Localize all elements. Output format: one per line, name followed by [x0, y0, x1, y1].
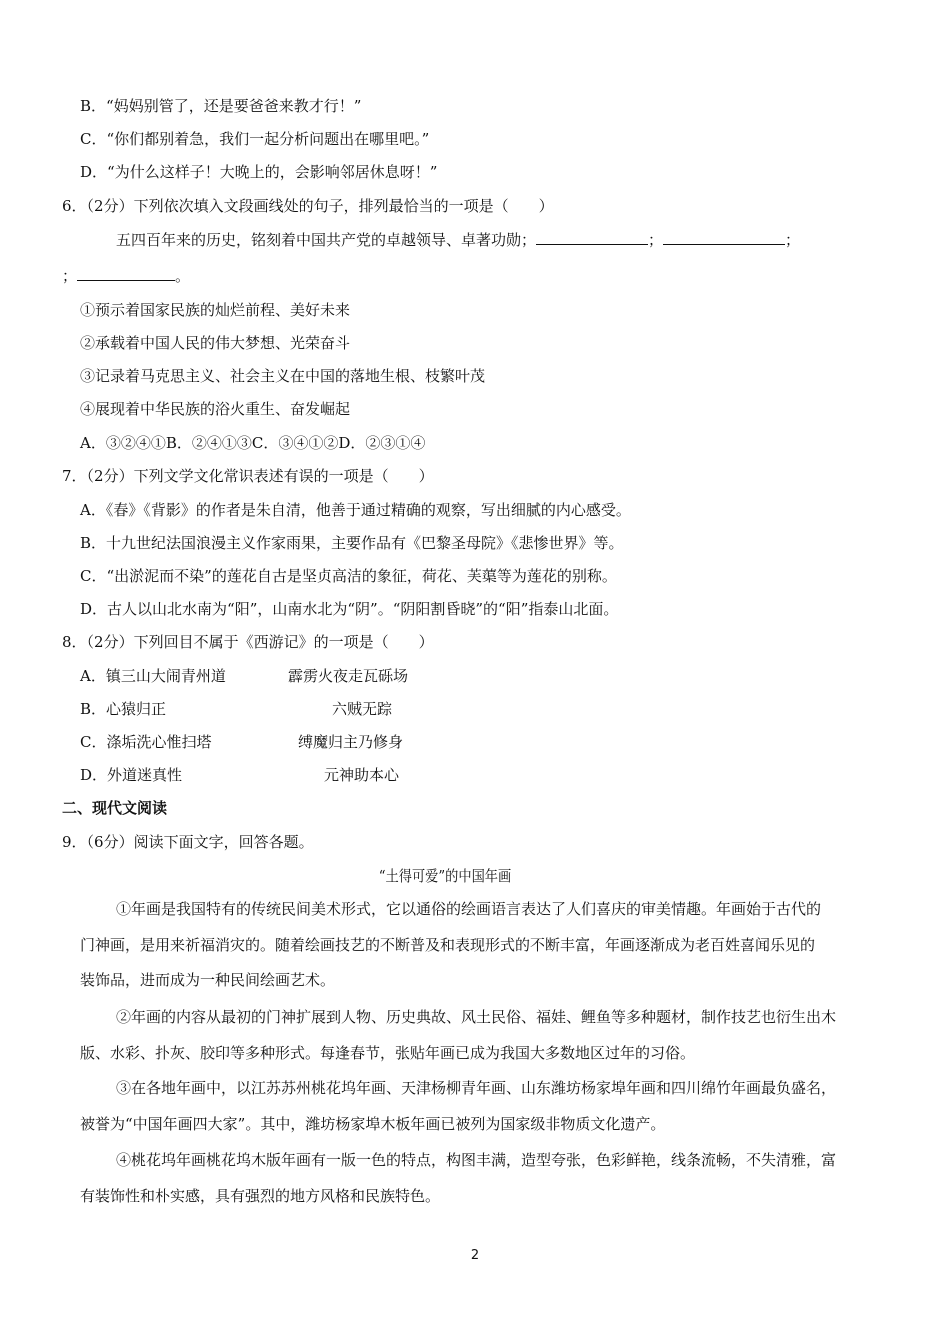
- q6-lead-separator: ；: [62, 267, 78, 285]
- q8-option-b-first: B．心猿归正: [80, 700, 167, 718]
- q6-blank-1: [536, 230, 648, 245]
- q6-item-1: ①预示着国家民族的灿烂前程、美好未来: [80, 301, 351, 319]
- paragraph-1-line-1: ①年画是我国特有的传统民间美术形式，它以通俗的绘画语言表达了人们喜庆的审美情趣。年画始于古代的: [116, 900, 822, 918]
- q8-option-c-first: C．涤垢洗心惟扫塔: [80, 733, 212, 751]
- section-heading: 二、现代文阅读: [62, 799, 168, 817]
- q5-option-d: D．“为什么这样子！大晚上的，会影响邻居休息呀！”: [80, 163, 438, 181]
- q8-option-d-second: 元神助本心: [324, 766, 400, 784]
- q8-option-b-second: 六贼无踪: [332, 700, 393, 718]
- q6-passage: 五四百年来的历史，铭刻着中国共产党的卓越领导、卓著功勋；: [116, 231, 537, 249]
- q6-options: A．③②④①B．②④①③C．③④①②D．②③①④: [80, 434, 426, 452]
- q6-blank-3: [77, 266, 175, 281]
- q7-option-b: B．十九世纪法国浪漫主义作家雨果，主要作品有《巴黎圣母院》《悲惨世界》等。: [80, 534, 624, 552]
- q5-option-b: B．“妈妈别管了，还是要爸爸来教才行！”: [80, 97, 362, 115]
- q5-option-c: C．“你们都别着急，我们一起分析问题出在哪里吧。”: [80, 130, 430, 148]
- q6-passage-line: [116, 230, 800, 250]
- q6-separator-2: ；: [785, 231, 801, 249]
- q8-option-d-first: D．外道迷真性: [80, 766, 183, 784]
- paragraph-1-line-2: 门神画，是用来祈福消灾的。随着绘画技艺的不断普及和表现形式的不断丰富，年画逐渐成为老百姓喜闻乐见的: [80, 936, 816, 954]
- paragraph-1-line-3: 装饰品，进而成为一种民间绘画艺术。: [80, 971, 336, 989]
- paragraph-2-line-1: ②年画的内容从最初的门神扩展到人物、历史典故、风土民俗、福娃、鲤鱼等多种题材，制作技艺也衍生出木: [116, 1008, 837, 1026]
- q6-item-2: ②承载着中国人民的伟大梦想、光荣奋斗: [80, 334, 351, 352]
- q6-stem: 6．（2分）下列依次填入文段画线处的句子，排列最恰当的一项是（ ）: [62, 197, 554, 215]
- q8-option-a-first: A．镇三山大闹青州道: [80, 667, 226, 685]
- page-number: 2: [470, 1248, 480, 1263]
- paragraph-2-line-2: 版、水彩、扑灰、胶印等多种形式。每逢春节，张贴年画已成为我国大多数地区过年的习俗。: [80, 1044, 696, 1062]
- q8-option-a-second: 霹雳火夜走瓦砾场: [288, 667, 409, 685]
- q6-blank-2: [663, 230, 785, 245]
- q8-option-c-second: 缚魔归主乃修身: [298, 733, 404, 751]
- paragraph-4-line-1: ④桃花坞年画桃花坞木版年画有一版一色的特点，构图丰满，造型夸张，色彩鲜艳，线条流畅，不失清雅，富: [116, 1151, 837, 1169]
- article-title: “土得可爱”的中国年画: [378, 867, 512, 885]
- q6-item-4: ④展现着中华民族的浴火重生、奋发崛起: [80, 400, 351, 418]
- q8-option-a: [80, 666, 409, 686]
- q6-item-3: ③记录着马克思主义、社会主义在中国的落地生根、枝繁叶茂: [80, 367, 486, 385]
- paragraph-4-line-2: 有装饰性和朴实感，具有强烈的地方风格和民族特色。: [80, 1187, 441, 1205]
- q8-option-b: [80, 699, 393, 719]
- q9-stem: 9．（6分）阅读下面文字，回答各题。: [62, 833, 314, 851]
- q7-stem: 7．（2分）下列文学文化常识表述有误的一项是（ ）: [62, 467, 434, 485]
- q6-end-mark: 。: [175, 267, 191, 285]
- q6-passage-line-2: [62, 266, 190, 286]
- paragraph-3-line-1: ③在各地年画中，以江苏苏州桃花坞年画、天津杨柳青年画、山东潍坊杨家埠年画和四川绵竹年画最负盛名，: [116, 1079, 837, 1097]
- q6-separator-1: ；: [648, 231, 664, 249]
- q8-option-d: [80, 765, 400, 785]
- q7-option-c: C．“出淤泥而不染”的莲花自古是坚贞高洁的象征，荷花、芙蕖等为莲花的别称。: [80, 567, 617, 585]
- q7-option-d: D．古人以山北水南为“阳”，山南水北为“阴”。“阴阳割昏晓”的“阳”指泰山北面。: [80, 600, 619, 618]
- q7-option-a: A．《春》《背影》的作者是朱自清，他善于通过精确的观察，写出细腻的内心感受。: [80, 501, 631, 519]
- q8-stem: 8．（2分）下列回目不属于《西游记》的一项是（ ）: [62, 633, 434, 651]
- paragraph-3-line-2: 被誉为“中国年画四大家”。其中，潍坊杨家埠木板年画已被列为国家级非物质文化遗产。: [80, 1115, 666, 1133]
- q8-option-c: [80, 732, 404, 752]
